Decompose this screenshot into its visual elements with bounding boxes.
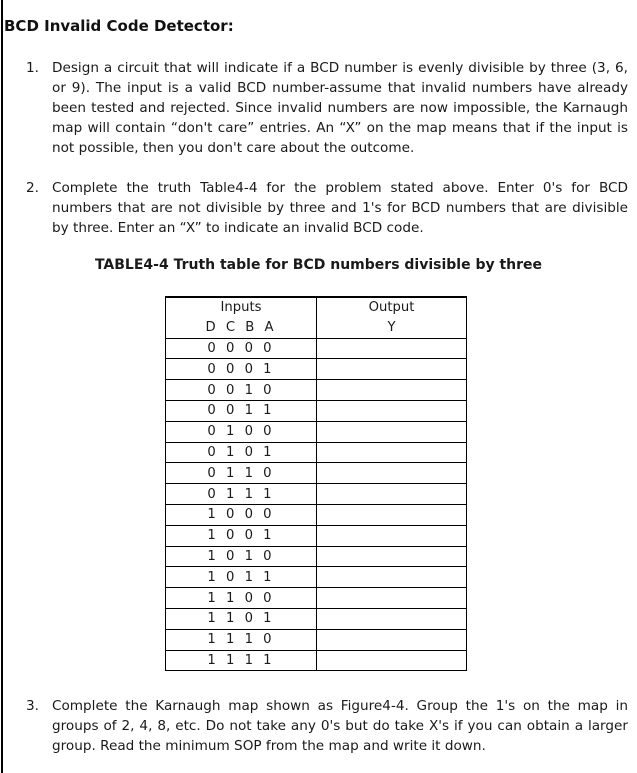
input-cell: 0 1 0 1 xyxy=(166,442,317,463)
output-cell[interactable] xyxy=(317,650,467,671)
item-number: 2. xyxy=(26,180,39,196)
input-cell: 1 0 1 0 xyxy=(166,546,317,567)
input-cell: 0 0 1 1 xyxy=(166,400,317,421)
table-subheader-row xyxy=(166,318,467,338)
output-cell[interactable] xyxy=(317,608,467,629)
output-subheader: Y xyxy=(317,318,467,338)
table-header-row xyxy=(166,297,467,318)
document-title: BCD Invalid Code Detector: xyxy=(4,17,234,35)
output-cell[interactable] xyxy=(317,359,467,380)
table-row xyxy=(166,525,467,546)
table-row xyxy=(166,442,467,463)
item-number: 3. xyxy=(26,698,39,714)
table-row xyxy=(166,484,467,505)
table-row xyxy=(166,629,467,650)
table-row xyxy=(166,380,467,401)
input-cell: 1 0 1 1 xyxy=(166,567,317,588)
output-cell[interactable] xyxy=(317,400,467,421)
input-cell: 0 1 0 0 xyxy=(166,421,317,442)
table-row xyxy=(166,463,467,484)
input-cell: 1 0 0 1 xyxy=(166,525,317,546)
output-cell[interactable] xyxy=(317,484,467,505)
table-row xyxy=(166,546,467,567)
output-cell[interactable] xyxy=(317,421,467,442)
output-cell[interactable] xyxy=(317,588,467,609)
table-row xyxy=(166,567,467,588)
table-row xyxy=(166,650,467,671)
output-header: Output xyxy=(317,297,467,318)
output-cell[interactable] xyxy=(317,629,467,650)
table-caption: TABLE4-4 Truth table for BCD numbers divisible by three xyxy=(94,257,543,273)
instruction-item-2 xyxy=(26,178,628,238)
inputs-header: Inputs xyxy=(166,297,317,318)
input-cell: 1 0 0 0 xyxy=(166,504,317,525)
input-cell: 1 1 0 1 xyxy=(166,608,317,629)
left-border-rule xyxy=(1,0,3,773)
instruction-item-3 xyxy=(26,696,628,756)
output-cell[interactable] xyxy=(317,463,467,484)
input-cell: 1 1 0 0 xyxy=(166,588,317,609)
output-cell[interactable] xyxy=(317,525,467,546)
output-cell[interactable] xyxy=(317,442,467,463)
input-cell: 0 0 0 1 xyxy=(166,359,317,380)
input-cell: 1 1 1 0 xyxy=(166,629,317,650)
item-text: Complete the Karnaugh map shown as Figure4-4. Group the 1's on the map in groups of 2, 4, 8, etc. Do not take any 0's but do take X's if you can obtain a larger group. Read the minimum SOP from the map and write it down. xyxy=(52,698,628,754)
input-cell: 0 1 1 0 xyxy=(166,463,317,484)
output-cell[interactable] xyxy=(317,338,467,359)
table-row xyxy=(166,338,467,359)
table-row xyxy=(166,400,467,421)
input-cell: 1 1 1 1 xyxy=(166,650,317,671)
table-row xyxy=(166,421,467,442)
table-row xyxy=(166,608,467,629)
truth-table xyxy=(165,296,467,671)
item-text: Design a circuit that will indicate if a BCD number is evenly divisible by three (3, 6, or 9). The input is a valid BCD number-assume that invalid numbers have already been tested and rejected. Since invalid numbers are now impossible, the Karnaugh map will contain “don't care” entries. An “X” on the map means that if the input is not possible, then you don't care about the outcome. xyxy=(52,60,628,156)
input-cell: 0 0 0 0 xyxy=(166,338,317,359)
output-cell[interactable] xyxy=(317,567,467,588)
item-number: 1. xyxy=(26,60,39,76)
output-cell[interactable] xyxy=(317,380,467,401)
instruction-item-1 xyxy=(26,58,628,158)
item-text: Complete the truth Table4-4 for the problem stated above. Enter 0's for BCD numbers that are not divisible by three and 1's for BCD numbers that are divisible by three. Enter an “X” to indicate an invalid BCD code. xyxy=(52,180,628,236)
output-cell[interactable] xyxy=(317,546,467,567)
table-row xyxy=(166,588,467,609)
input-cell: 0 0 1 0 xyxy=(166,380,317,401)
inputs-subheader: D C B A xyxy=(166,318,317,338)
table-row xyxy=(166,504,467,525)
table-row xyxy=(166,359,467,380)
output-cell[interactable] xyxy=(317,504,467,525)
input-cell: 0 1 1 1 xyxy=(166,484,317,505)
